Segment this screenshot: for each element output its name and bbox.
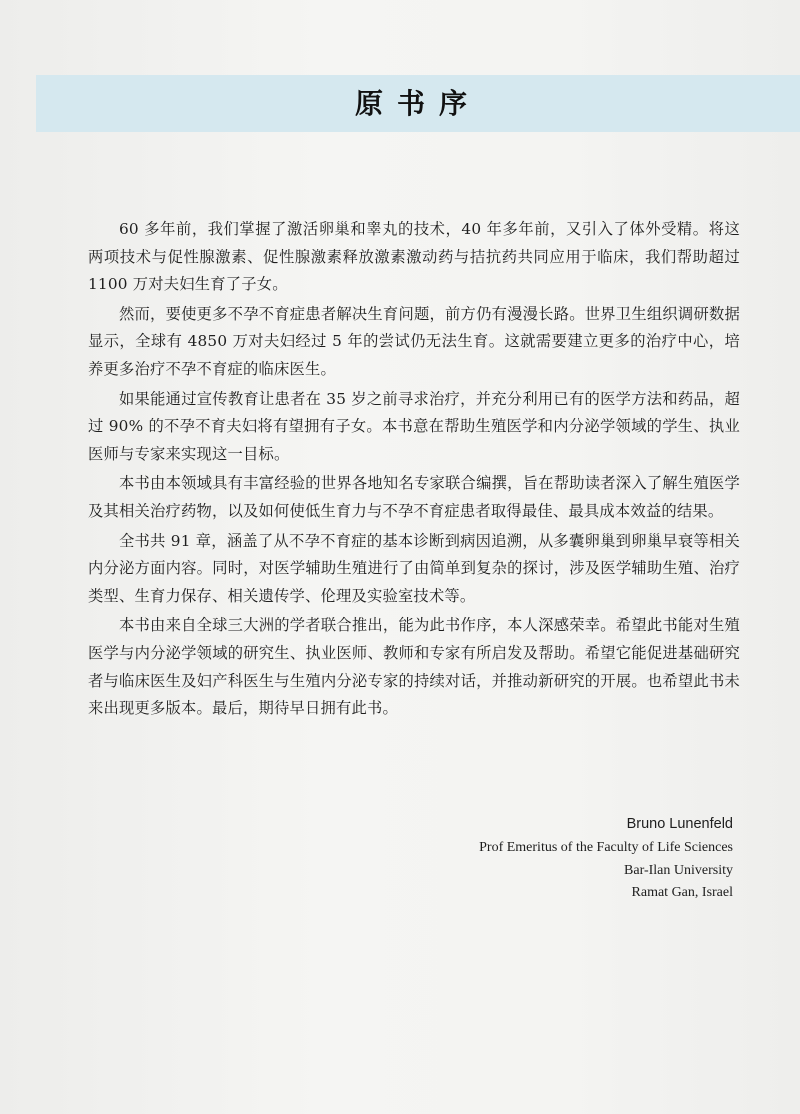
paragraph: 然而，要使更多不孕不育症患者解决生育问题，前方仍有漫漫长路。世界卫生组织调研数据显示，全球有 4850 万对夫妇经过 5 年的尝试仍无法生育。这就需要建立更多的治疗中心，培养更多治疗不孕不育症的临床医生。	[88, 304, 740, 378]
paragraph: 如果能通过宣传教育让患者在 35 岁之前寻求治疗，并充分利用已有的医学方法和药品，超过 90% 的不孕不育夫妇将有望拥有子女。本书意在帮助生殖医学和内分泌学领域的学生、执业医师与专家来实现这一目标。	[88, 389, 740, 463]
author-location: Ramat Gan, Israel	[631, 885, 733, 900]
paragraph: 本书由本领域具有丰富经验的世界各地知名专家联合编撰，旨在帮助读者深入了解生殖医学及其相关治疗药物，以及如何使低生育力与不孕不育症患者取得最佳、最具成本效益的结果。	[88, 474, 740, 520]
author-name: Bruno Lunenfeld	[626, 816, 733, 832]
author-title: Prof Emeritus of the Faculty of Life Sciences	[479, 840, 733, 855]
paragraph: 全书共 91 章，涵盖了从不孕不育症的基本诊断到病因追溯，从多囊卵巢到卵巢早衰等相关内分泌方面内容。同时，对医学辅助生殖进行了由简单到复杂的探讨，涉及医学辅助生殖、治疗类型、生育力保存、相关遗传学、伦理及实验室技术等。	[88, 531, 740, 605]
signature-block	[479, 812, 733, 905]
title-banner	[36, 75, 800, 132]
preface-body	[88, 216, 740, 725]
author-university: Bar-Ilan University	[624, 862, 733, 878]
page-title: 原书序	[354, 87, 481, 120]
paragraph: 本书由来自全球三大洲的学者联合推出，能为此书作序，本人深感荣幸。希望此书能对生殖医学与内分泌学领域的研究生、执业医师、教师和专家有所启发及帮助。希望它能促进基础研究者与临床医生及妇产科医生与生殖内分泌专家的持续对话，并推动新研究的开展。也希望此书未来出现更多版本。最后，期待早日拥有此书。	[88, 616, 740, 718]
paragraph: 60 多年前，我们掌握了激活卵巢和睾丸的技术，40 年多年前，又引入了体外受精。将这两项技术与促性腺激素、促性腺激素释放激素激动药与拮抗药共同应用于临床，我们帮助超过 1100 万对夫妇生育了子女。	[88, 220, 740, 294]
